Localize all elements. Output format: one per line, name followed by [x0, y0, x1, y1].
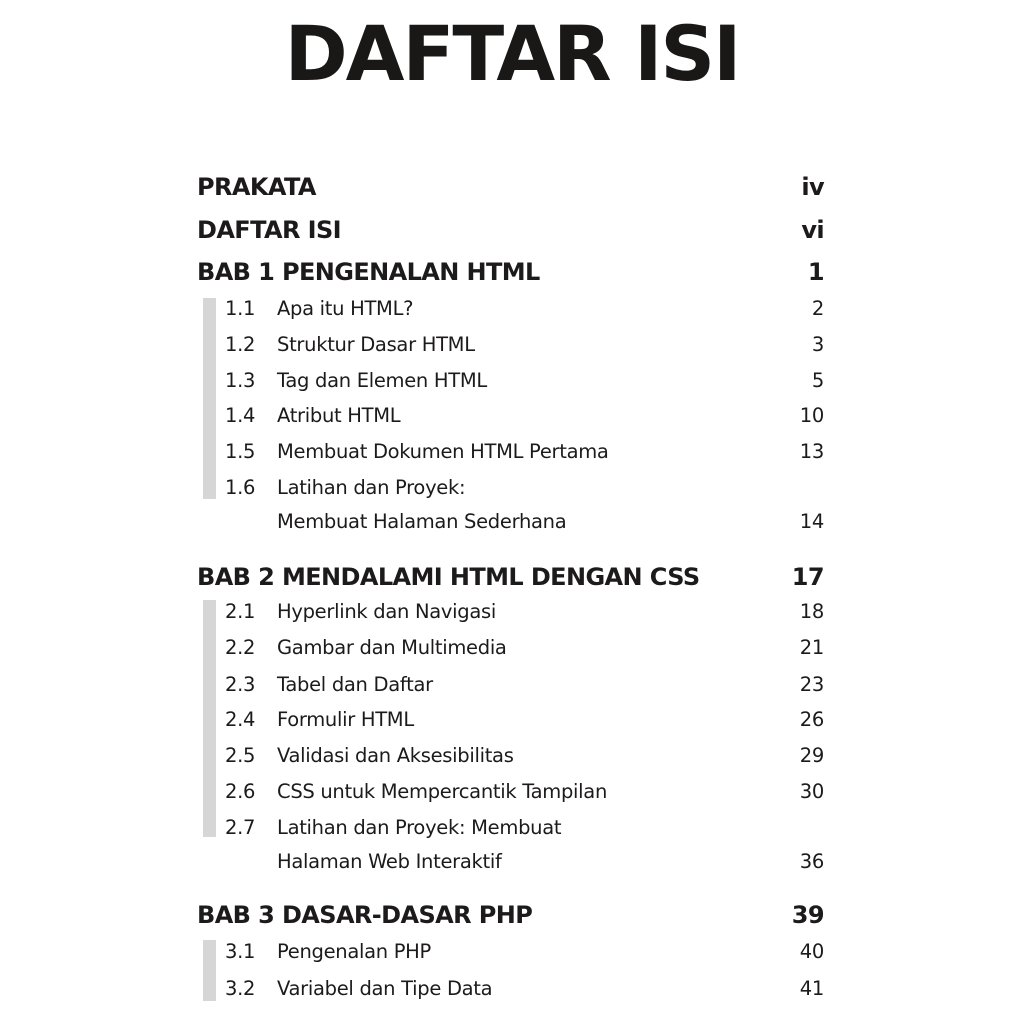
entry-label: DAFTAR ISI	[197, 216, 341, 244]
toc-item[interactable]	[197, 634, 824, 662]
section-bar-bab1	[203, 298, 216, 499]
item-page: 36	[799, 850, 824, 873]
item-number: 1.6	[225, 476, 256, 499]
item-label: Membuat Dokumen HTML Pertama	[277, 440, 609, 463]
toc-item[interactable]	[197, 367, 824, 395]
chapter-page: 1	[807, 258, 824, 286]
toc-item[interactable]	[197, 331, 824, 359]
item-number: 2.2	[225, 636, 256, 659]
item-page: 26	[799, 708, 824, 731]
item-number: 2.7	[225, 816, 256, 839]
item-page: 30	[799, 780, 824, 803]
item-number: 1.5	[225, 440, 256, 463]
chapter-label: BAB 2 MENDALAMI HTML DENGAN CSS	[197, 563, 700, 591]
item-page: 3	[811, 333, 824, 356]
toc-item[interactable]	[197, 742, 824, 770]
toc-item[interactable]	[197, 402, 824, 430]
item-label: Pengenalan PHP	[277, 940, 432, 963]
toc-chapter-bab2[interactable]	[197, 561, 824, 593]
item-label: Tabel dan Daftar	[277, 673, 433, 696]
toc-item-continuation[interactable]	[197, 508, 824, 536]
toc-item[interactable]	[197, 474, 824, 502]
entry-page: vi	[801, 216, 824, 244]
item-label: CSS untuk Mempercantik Tampilan	[277, 780, 607, 803]
item-number: 2.6	[225, 780, 256, 803]
item-label-continued: Membuat Halaman Sederhana	[277, 510, 567, 533]
item-page: 18	[799, 600, 824, 623]
toc-entry-daftar-isi[interactable]	[197, 214, 824, 246]
toc-item[interactable]	[197, 778, 824, 806]
item-page: 5	[811, 369, 824, 392]
item-page: 2	[811, 297, 824, 320]
chapter-label: BAB 3 DASAR-DASAR PHP	[197, 901, 533, 929]
toc-item[interactable]	[197, 814, 824, 842]
item-label: Apa itu HTML?	[277, 297, 414, 320]
item-page: 29	[799, 744, 824, 767]
page-title: DAFTAR ISI	[284, 9, 740, 98]
toc-item[interactable]	[197, 295, 824, 323]
item-page: 40	[799, 940, 824, 963]
item-label: Gambar dan Multimedia	[277, 636, 507, 659]
item-label: Tag dan Elemen HTML	[277, 369, 487, 392]
item-page: 10	[799, 404, 824, 427]
item-label: Atribut HTML	[277, 404, 401, 427]
item-label: Variabel dan Tipe Data	[277, 977, 493, 1000]
item-label: Latihan dan Proyek:	[277, 476, 466, 499]
item-number: 2.3	[225, 673, 256, 696]
toc-item[interactable]	[197, 975, 824, 1003]
entry-page: iv	[801, 173, 824, 201]
item-page: 41	[799, 977, 824, 1000]
item-number: 2.4	[225, 708, 256, 731]
item-label: Hyperlink dan Navigasi	[277, 600, 496, 623]
item-number: 1.4	[225, 404, 256, 427]
entry-label: PRAKATA	[197, 173, 316, 201]
item-label: Validasi dan Aksesibilitas	[277, 744, 514, 767]
item-page: 23	[799, 673, 824, 696]
item-number: 3.2	[225, 977, 256, 1000]
item-label: Latihan dan Proyek: Membuat	[277, 816, 562, 839]
item-number: 1.3	[225, 369, 256, 392]
toc-item-continuation[interactable]	[197, 848, 824, 876]
item-page: 13	[799, 440, 824, 463]
item-page: 14	[799, 510, 824, 533]
item-label: Struktur Dasar HTML	[277, 333, 475, 356]
chapter-page: 17	[791, 563, 824, 591]
chapter-label: BAB 1 PENGENALAN HTML	[197, 258, 540, 286]
item-page: 21	[799, 636, 824, 659]
toc-entry-prakata[interactable]	[197, 171, 824, 203]
item-number: 1.2	[225, 333, 256, 356]
item-number: 3.1	[225, 940, 256, 963]
toc-item[interactable]	[197, 598, 824, 626]
chapter-page: 39	[791, 901, 824, 929]
toc-item[interactable]	[197, 438, 824, 466]
item-number: 2.1	[225, 600, 256, 623]
toc-item[interactable]	[197, 706, 824, 734]
item-number: 1.1	[225, 297, 256, 320]
toc-item[interactable]	[197, 671, 824, 699]
toc-chapter-bab3[interactable]	[197, 899, 824, 931]
item-label: Formulir HTML	[277, 708, 414, 731]
item-label-continued: Halaman Web Interaktif	[277, 850, 502, 873]
toc-chapter-bab1[interactable]	[197, 256, 824, 288]
item-number: 2.5	[225, 744, 256, 767]
toc-item[interactable]	[197, 938, 824, 966]
